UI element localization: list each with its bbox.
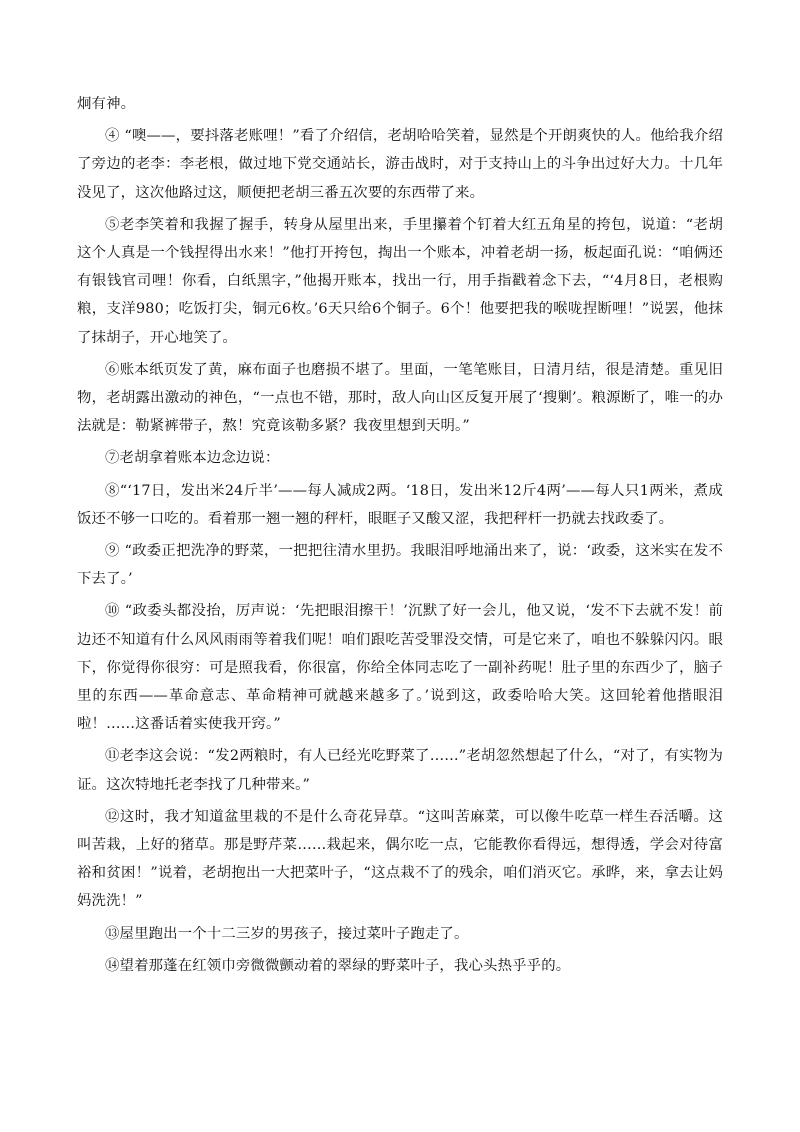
paragraph-6: ⑥账本纸页发了黄，麻布面子也磨损不堪了。里面，一笔笔账目，日清月结，很是清楚。重见旧物，老胡露出激动的神色，“一点也不错，那时，敌人向山区反复开展了‘搜剿’。粮源断了，唯一的办法就是：勒紧裤带子，熬！究竟该勒多紧？我夜里想到天明。” (77, 361, 723, 435)
paragraph-10: ⑩ “政委头都没抬，厉声说：‘先把眼泪擦干！’沉默了好一会儿，他又说，‘发不下去就不发！前边还不知道有什么风风雨雨等着我们呢！咱们跟吃苦受罪没交情，可是它来了，咱也不躲躲闪闪。眼下，你觉得你很穷：可是照我看，你很富，你给全体同志吃了一副补药呢！肚子里的东西少了，脑子里的东西——革命意志、革命精神可就越来越多了。’说到这，政委哈哈大笑。这回轮着他揩眼泪啦！……这番话着实使我开窍。” (77, 603, 723, 733)
paragraph-9: ⑨ “政委正把洗净的野菜，一把把往清水里扔。我眼泪呼地涌出来了，说：‘政委，这米实在发不下去了。’ (77, 543, 723, 588)
paragraph-5: ⑤老李笑着和我握了握手，转身从屋里出来，手里攥着个钉着大红五角星的挎包，说道：“老胡这个人真是一个钱捏得出水来！”他打开挎包，掏出一个账本，冲着老胡一扬，板起面孔说：“咱俩还有银钱官司哩！你看，白纸黑字，”他揭开账本，找出一行，用手指戳着念下去，“‘4月8日，老根购粮，支洋980；吃饭打尖，铜元6枚。’6天只给6个铜子。6个！他要把我的喉咙捏断哩！”说罢，他抹了抹胡子，开心地笑了。 (77, 216, 723, 346)
paragraph-11: ⑪老李这会说：“发2两粮时，有人已经光吃野菜了……”老胡忽然想起了什么，“对了，有实物为证。这次特地托老李找了几种带来。” (77, 748, 723, 793)
paragraph-7: ⑦老胡拿着账本边念边说： (105, 450, 280, 467)
paragraph-continued: 炯有神。 (77, 96, 136, 112)
paragraph-4: ④ “噢——，要抖落老账哩！”看了介绍信，老胡哈哈笑着，显然是个开朗爽快的人。他给我介绍了旁边的老李：李老根，做过地下党交通站长，游击战时，对于支持山上的斗争出过好大力。十几年没见了，这次他路过这，顺便把老胡三番五次要的东西带了来。 (77, 128, 723, 201)
paragraph-8: ⑧“‘17日，发出米24斤半’——每人减成2两。‘18日，发出米12斤4两’——每人只1两米，煮成饭还不够一口吃的。看着那一翘一翘的秤杆，眼眶子又酸又涩，我把秤杆一扔就去找政委了。 (77, 482, 723, 527)
article-body (77, 90, 723, 980)
paragraph-12: ⑫这时，我才知道盆里栽的不是什么奇花异草。“这叫苦麻菜，可以像牛吃草一样生吞活嚼。这叫苦栽，上好的猪草。那是野芹菜……栽起来，偶尔吃一点，它能教你看得远，想得透，学会对待富裕和贫困！”说着，老胡抱出一大把菜叶子，“这点栽不了的残余，咱们消灭它。承晔，来，拿去让妈妈洗洗！” (77, 808, 723, 910)
paragraph-14: ⑭望着那蓬在红领巾旁微微颤动着的翠绿的野菜叶子，我心头热乎乎的。 (105, 957, 571, 974)
paragraph-13: ⑬屋里跑出一个十二三岁的男孩子，接过菜叶子跑走了。 (105, 925, 469, 942)
